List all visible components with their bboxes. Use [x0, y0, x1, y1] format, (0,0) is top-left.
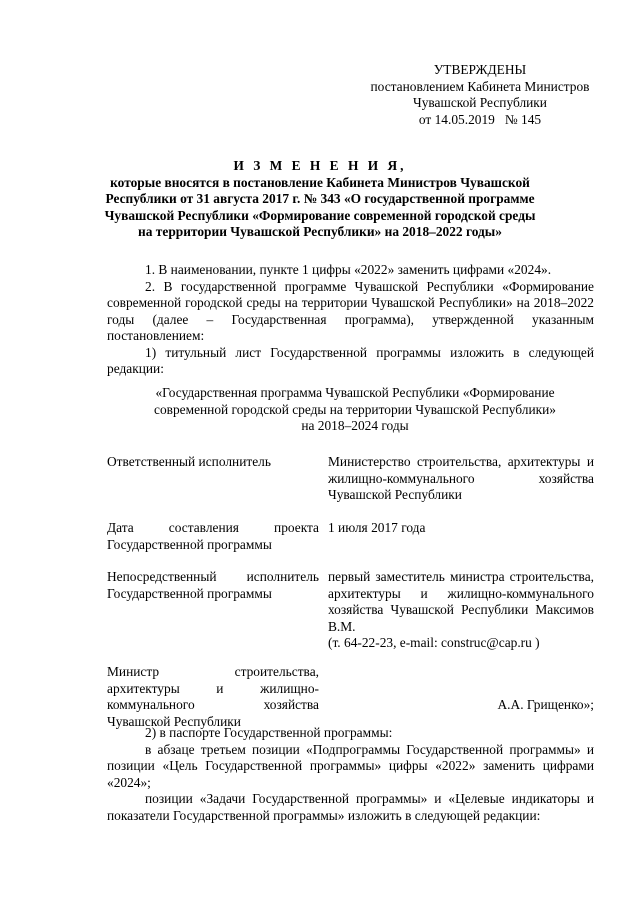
row-executor-value: Министерство строительства, архитектуры и жилищно-коммунального хозяйства Чувашской Республики: [328, 454, 594, 502]
signature-position: Министр строительства, архитектуры и жилищно-коммунального хозяйства Чувашской Республики: [107, 664, 319, 729]
approval-stamp: [360, 62, 600, 128]
row-date-value: 1 июля 2017 года: [328, 520, 426, 535]
quote-line-2: современной городской среды на территории Чувашской Республики»: [154, 401, 556, 417]
paragraph-4: 2) в паспорте Государственной программы:: [145, 725, 393, 740]
approval-heading: УТВЕРЖДЕНЫ: [433, 62, 527, 77]
document-title: [100, 158, 540, 241]
direct-executor-contact: (т. 64-22-23, e-mail: construc@cap.ru ): [328, 635, 540, 650]
quote-line-1: «Государственная программа Чувашской Республики «Формирование: [155, 385, 555, 400]
row-date-label: Дата составления проекта Государственной программы: [107, 520, 319, 552]
direct-executor-name: первый заместитель министра строительства, архитектуры и жилищно-коммунального хозяйства Чувашской Республики Максимов В.М.: [328, 569, 594, 634]
paragraph-3: 1) титульный лист Государственной программы изложить в следующей редакции:: [107, 344, 594, 376]
title-subtitle: которые вносятся в постановление Кабинета Министров Чувашской Республики от 31 августа 2017 г. № 343 «О государственной программе Чувашской Республики «Формирование современной городской среды на территории Чувашской Республики» на 2018–2022 годы»: [104, 174, 536, 239]
approval-decree: постановлением Кабинета Министров: [370, 78, 590, 94]
closing-paragraphs: [107, 725, 594, 824]
title-main: И З М Е Н Е Н И Я,: [233, 158, 407, 173]
approval-republic: Чувашской Республики: [413, 95, 547, 110]
paragraph-2: 2. В государственной программе Чувашской Республики «Формирование современной городской среды на территории Чувашской Республики» на 2018–2022 годы (далее – Государственная программа), утвержденной указанным постановлением:: [107, 278, 594, 343]
intro-paragraphs: [107, 262, 594, 378]
paragraph-1: 1. В наименовании, пункте 1 цифры «2022» заменить цифрами «2024».: [145, 262, 552, 277]
approval-date-number: от 14.05.2019 № 145: [418, 111, 542, 127]
signature-name: А.А. Грищенко»;: [497, 697, 594, 712]
quote-line-3: на 2018–2024 годы: [301, 418, 409, 433]
paragraph-5: в абзаце третьем позиции «Подпрограммы Государственной программы» и позиции «Цель Государственной программы» цифры «2022» заменить цифрами «2024»;: [107, 741, 594, 790]
row-executor-label: Ответственный исполнитель: [107, 454, 271, 469]
paragraph-6: позиции «Задачи Государственной программы» и «Целевые индикаторы и показатели Государственной программы» изложить в следующей редакции:: [107, 791, 594, 823]
program-title-quote: [110, 385, 600, 435]
row-direct-executor-label: Непосредственный исполнитель Государственной программы: [107, 569, 319, 601]
row-direct-executor-value: [328, 569, 594, 652]
